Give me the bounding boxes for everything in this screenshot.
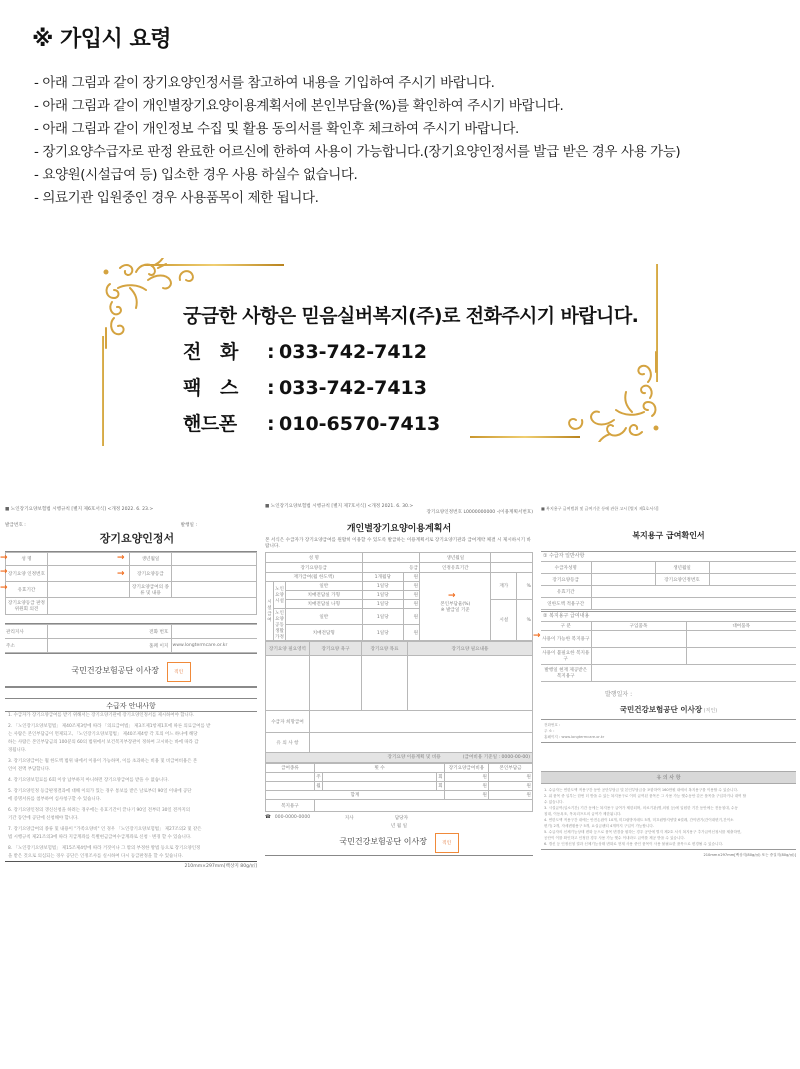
contact-value-fax: 033-742-7413	[279, 377, 427, 399]
caution-title: 유 의 사 항	[656, 775, 681, 781]
label-dementia-ga: 치매전담실 가형	[286, 591, 363, 600]
label-general: 일반	[286, 609, 363, 625]
caution-item: 3. 시설급여(입소기간) 기간 동에는 복지용구 급여가 제한되며, 의료기관(병,의원 등)에 입원한 기간 동안에는 전동침대, 수동	[544, 806, 738, 810]
col-type: 급여종류	[266, 764, 315, 773]
value-caution	[310, 733, 533, 753]
unit-won: 원	[489, 773, 533, 782]
homepage-link[interactable]: www.longtermcare.or.kr	[171, 639, 257, 653]
cell	[310, 656, 362, 711]
cert-table	[5, 552, 257, 615]
arrow-right-icon: →	[0, 553, 8, 563]
caution-item: 1. 수급자는 연한도액 적용구간 동안 공단부담금 및 본인부담금을 포함하여 160만원 내에서 복지용구를 이용할 수 있습니다.	[544, 788, 739, 792]
cell	[591, 631, 686, 648]
value-birth	[709, 562, 796, 574]
contact-box	[100, 250, 660, 445]
label-home-limit: 재가급여(월 한도액)	[266, 573, 363, 582]
page-title: ※ 가입시 요령	[32, 27, 171, 52]
label-cert-no: 장기요양 인정번호	[6, 566, 48, 582]
row-unnecessary: 사용이 불필요한 복지용구	[541, 648, 591, 665]
footer-address: 주 소 :	[544, 729, 555, 733]
value-birth	[172, 553, 257, 566]
col-count: 횟 수	[315, 764, 445, 773]
contact-label: 팩 스	[183, 377, 245, 399]
label-nursing-home: 노인요양시설	[274, 582, 286, 609]
notice-item: 4. 장기요양보험료를 6회 이상 납부하지 아니하면 장기요양급여를 받을 수 없습니다.	[8, 778, 169, 783]
notice-item: 경됩니다.	[8, 748, 27, 753]
plan-cost-table	[265, 763, 533, 812]
label-group-home: 노인요양공동생활가정	[275, 610, 284, 640]
cost-title-bar	[265, 753, 533, 763]
unit-per-day: 1일당	[362, 625, 403, 641]
value-committee	[48, 598, 257, 615]
guide-item: - 의료기관 입원중인 경우 사용품목이 제한 됩니다.	[34, 190, 319, 206]
unit-won: 원	[489, 782, 533, 791]
divider	[5, 861, 257, 862]
label-copay-home: 재가	[491, 573, 517, 600]
value-validity	[591, 586, 796, 598]
unit-per-day: 1일당	[362, 600, 403, 609]
paper-size-note: 210mm×297mm[백상지 80g/㎡]	[184, 864, 257, 869]
label-birth: 생년월일	[655, 562, 709, 574]
plan-phone: 000-0000-0000	[274, 815, 311, 820]
cert-contact-table	[5, 624, 257, 653]
notice-item: 5. 장기요양인정 등급판정결과에 대해 이의가 있는 경우 통보를 받은 날로부터 90일 이내에 공단	[8, 789, 192, 794]
guide-item: - 아래 그림과 같이 개인정보 수집 및 활용 동의서를 확인후 체크하여 주시기 바랍니다.	[34, 121, 519, 137]
caution-item: 4. 연한도액 적용구간 내에는 안전손잡이 10개, 미끄럼방지매트 5개, 미끄럼방지양말 6켤레, 간이변기(간이대변기,간이소	[544, 818, 734, 822]
caution-list	[541, 784, 796, 847]
label-annual-limit: 연한도액 적용구간	[541, 598, 591, 610]
seal-stamp: 직인	[167, 662, 191, 682]
label-validity: 인정유효기간	[420, 563, 491, 573]
value-branch	[47, 625, 147, 639]
plan-branch: 지사	[344, 816, 354, 821]
unit-won: 원	[445, 791, 489, 800]
cell	[266, 656, 310, 711]
col-need-area: 장기요양 필요영역	[266, 642, 310, 656]
unit-won: 원	[404, 573, 420, 582]
label-phone: 전화 번호	[147, 625, 171, 639]
value-cert-no	[709, 574, 796, 586]
label-birth: 생년월일	[130, 553, 172, 566]
notice-item: 하는 사람은 본인부담금의 100분의 60의 범위에서 보건복지부장관이 정하여 고시하는 바에 따라 감	[8, 740, 199, 745]
cell	[362, 656, 408, 711]
value-grade	[591, 574, 655, 586]
label-dementia-na: 치매전담실 나형	[286, 600, 363, 609]
label-name: 수급자성명	[541, 562, 591, 574]
plan-table	[265, 552, 533, 641]
unit-won: 원	[489, 791, 533, 800]
value-grade	[172, 566, 257, 582]
caution-item: 수 없습니다.	[544, 800, 564, 804]
col-rental: 대여품목	[686, 622, 796, 631]
section-general-info: ① 수급자 일반사항	[543, 553, 585, 559]
unit-won: 원	[404, 625, 420, 641]
cost-title: 장기요양 이용계획 및 비용	[387, 755, 441, 760]
caution-item: 5. 수급자의 신체기능상태 변화 등으로 품목 변경을 원하는 경우 공단에 별지 제2호 서식 복지용구 추가급여신청서를 제출하면,	[544, 830, 742, 834]
contact-separator: :	[267, 377, 275, 399]
notice-item: 8. 「노인장기요양보험법」 제15조제4항에 따라 거짓이나 그 밖의 부정한 방법 등으로 장기요양인정	[8, 846, 201, 851]
cell	[323, 782, 437, 791]
divider	[265, 855, 533, 856]
label-address: 주소	[5, 639, 47, 653]
label-caution: 유 의 사 항	[266, 733, 310, 753]
phone-icon: ☎	[265, 815, 271, 820]
form-welfare-confirmation	[533, 500, 796, 858]
col-purchase: 구입품목	[591, 622, 686, 631]
issuer-name: 국민건강보험공단 이사장	[339, 837, 427, 846]
unit-won: 원	[404, 591, 420, 600]
caution-title-bar	[541, 771, 796, 784]
cell	[323, 773, 437, 782]
form-title: 복지용구 급여확인서	[632, 531, 705, 540]
label-facility: 시설급여	[266, 582, 274, 641]
unit-won: 원	[404, 582, 420, 591]
label-copay	[420, 573, 491, 641]
notice-item: 에 증명서류를 첨부하여 심사청구할 수 있습니다.	[8, 797, 102, 802]
notice-item: 6. 장기요양인정의 갱신신청을 하려는 경우에는 유효기간이 끝나기 90일 전부터 30일 전까지의	[8, 808, 191, 813]
contact-row-mobile	[183, 406, 638, 442]
unit-per-day: 1일당	[362, 609, 403, 625]
contact-value-phone[interactable]: 033-742-7412	[279, 341, 427, 363]
guide-item: - 요양원(시설급여 등) 입소한 경우 사용 하실수 없습니다.	[34, 167, 358, 183]
divider	[5, 698, 257, 699]
label-desired: 수급자 희망급여	[266, 711, 310, 733]
label-general: 일반	[286, 582, 363, 591]
welfare-info-table	[541, 561, 796, 610]
arrow-right-icon: →	[0, 567, 8, 577]
value-validity	[491, 563, 533, 573]
notice-item: 는 사람은 본인부담금이 면제되고, 「노인장기요양보험법」 제40조제4항 각 호의 어느 하나에 해당	[8, 732, 198, 737]
label-validity: 유효기간	[541, 586, 591, 598]
notice-item: 3. 장기요양급여는 월 한도액 범위 내에서 이용이 가능하며, 이를 초과하는 비용 및 비급여비용은 본	[8, 759, 198, 764]
row-available: 사용이 가능한 복지용구	[541, 631, 591, 648]
cell	[408, 656, 533, 711]
guide-item: - 아래 그림과 같이 장기요양인정서를 참고하여 내용을 기입하여 주시기 바랍니다.	[34, 75, 495, 91]
unit-week: 주	[315, 773, 323, 782]
label-name: 성 명	[266, 553, 363, 563]
label-dementia-type: 치매전담형	[286, 625, 363, 641]
welfare-benefit-table	[541, 621, 796, 682]
section-benefit-content: ② 복지용구 급여내용	[543, 613, 590, 619]
cell	[591, 648, 686, 665]
contact-row-fax	[183, 370, 638, 406]
cell	[266, 782, 315, 791]
unit-won: 원	[445, 782, 489, 791]
plan-intro: 본 서식은 수급자가 장기요양급여를 원활히 이용할 수 있도록 발급하는 이용계획서로 장기요양기관과 급여계약 체결 시 제시하시기 바랍니다.	[265, 538, 531, 549]
plan-date: 년 월 일	[390, 824, 408, 829]
notice-item: 법 시행규칙 제21조의3에 따라 지급계좌를 특별현금급여수급계좌로 신청ㆍ변경 할 수 있습니다.	[8, 835, 192, 840]
seal-label: (직인)	[703, 708, 718, 714]
unit-won: 원	[445, 773, 489, 782]
issuer-name: 국민건강보험공단 이사장	[71, 666, 159, 675]
arrow-right-icon: →	[533, 631, 541, 641]
value-address	[47, 639, 147, 653]
cell	[266, 773, 315, 782]
cost-date: (급여비용 기준일 : 0000-00-00)	[462, 755, 530, 760]
notice-item: 7. 장기요양급여의 종류 및 내용이 "가족요양비" 인 경우 「노인장기요양보험법」 제27조의2 및 같은	[8, 827, 202, 832]
form-law-header: ■ 노인장기요양보험법 시행규칙 [별지 제7호서식] <개정 2021. 6. 30.>	[265, 504, 414, 509]
form-title: 개인별장기요양이용계획서	[346, 524, 452, 534]
issue-date-label: 발행일자 :	[605, 691, 633, 698]
seal-stamp: 직인	[435, 833, 459, 853]
form-law-header: ■ 복지용구 급여범위 및 급여기준 등에 관한 고시 [별지 제1호서식]	[541, 506, 659, 511]
label-grade: 장기요양등급	[541, 574, 591, 586]
contact-separator: :	[267, 341, 275, 363]
unit-times: 회	[437, 782, 445, 791]
value-birth	[491, 553, 533, 563]
form-care-plan	[265, 500, 533, 856]
arrow-right-icon: →	[117, 553, 125, 563]
label-name: 성 명	[6, 553, 48, 566]
caution-item: 6. 갱신 등 인정신청 결과 신체기능상태 변화로 현재 사용 중인 품목이 사용 불필요한 품목으로 변경될 수 있습니다.	[544, 842, 724, 846]
unit-won: 원	[404, 609, 420, 625]
label-total: 합계	[266, 791, 445, 800]
unit-per-month: 1개월당	[362, 573, 403, 582]
label-copay-facility: 시설	[491, 600, 517, 641]
arrow-right-icon: →	[448, 591, 456, 601]
contact-value-mobile[interactable]: 010-6570-7413	[279, 413, 441, 435]
copay-label: 본인부담율(%)	[440, 601, 471, 607]
guide-list	[34, 72, 680, 210]
guide-item: - 아래 그림과 같이 개인별장기요양이용계획서에 본인부담율(%)를 확인하여 주시기 바랍니다.	[34, 98, 564, 114]
col-content: 장기요양 필요내용	[408, 642, 533, 656]
col-category: 구 분	[541, 622, 591, 631]
notice-list	[5, 712, 257, 861]
plan-cert-number: 장기요양인정번호 L0000000000 -(이용계획서번호)	[426, 510, 533, 515]
label-validity: 유효기간	[6, 582, 48, 598]
contact-headline: 궁금한 사항은 믿음실버복지(주)로 전화주시기 바랍니다.	[183, 305, 639, 327]
issuer-name: 국민건강보험공단 이사장	[619, 705, 703, 714]
label-grade: 장기요양등급	[130, 566, 172, 582]
value-phone	[171, 625, 257, 639]
cell	[591, 665, 796, 682]
plan-needs-table	[265, 641, 533, 753]
value-grade: 등급	[362, 563, 420, 573]
label-benefit-type: 장기요양급여의 종류 및 내용	[130, 582, 172, 598]
footer-homepage[interactable]: 홈페이지 : www.longtermcare.or.kr	[544, 735, 605, 739]
notice-item: 기간 동안에 공단에 신청해야 합니다.	[8, 816, 79, 821]
form-law-header: ■ 노인장기요양보험법 시행규칙 [별지 제6호서식] <개정 2022. 6. 23.>	[5, 507, 154, 512]
notice-item: 을 받은 것으로 의심되는 경우 공단은 인정조사를 실시하여 다시 등급판정을 할 수 있습니다.	[8, 854, 184, 859]
label-branch: 관리지사	[5, 625, 47, 639]
label-grade: 장기요양등급	[266, 563, 363, 573]
caution-item: 공단이 이를 확인하고 인정한 경우 사용 가능 햇수 이내라도 급여를 제공 받을 수 있습니다.	[544, 836, 685, 840]
notice-item: 1. 수급자가 장기요양급여를 받기 위해서는 장기요양기관에 장기요양인정서를 제시하여야 합니다.	[8, 713, 195, 718]
col-cost: 장기요양급여비용	[445, 764, 489, 773]
label-committee: 장기요양등급 판정위원회 의견	[6, 598, 48, 615]
notice-item: 2. 「노인장기요양보험법」 제40조제3항에 따라 「의료급여법」 제3조제1항제1호에 따른 의료급여를 받	[8, 724, 211, 729]
contact-separator: :	[267, 413, 275, 435]
footer-phone: 전화번호 :	[544, 723, 561, 727]
issue-number-label: 발급번호 :	[5, 523, 26, 528]
label-welfare: 복지용구	[266, 800, 315, 812]
value-desired	[310, 711, 533, 733]
notice-item: 인이 전액 부담합니다.	[8, 767, 51, 772]
label-cert-no: 장기요양인정번호	[655, 574, 709, 586]
value-copay-facility: %	[517, 600, 533, 641]
value-copay-home: %	[517, 573, 533, 600]
copay-note: ※ 발급일 기준	[440, 607, 470, 613]
value-name	[362, 553, 420, 563]
caution-item: 침대, 이동욕조, 목욕리프트의 급여가 제한됩니다.	[544, 812, 622, 816]
value-name	[591, 562, 655, 574]
unit-won: 원	[404, 600, 420, 609]
plan-manager: 담당자	[394, 816, 409, 821]
issue-date-label: 발행일 :	[180, 523, 197, 528]
divider	[5, 686, 257, 688]
arrow-right-icon: →	[117, 569, 125, 579]
form-title: 장기요양인정서	[99, 532, 175, 545]
value-welfare	[315, 800, 533, 812]
notice-title: 수급자 안내사항	[106, 702, 156, 710]
cell	[686, 648, 796, 665]
divider	[541, 849, 796, 850]
unit-per-day: 1일당	[362, 582, 403, 591]
unit-month: 월	[315, 782, 323, 791]
contact-label: 핸드폰	[183, 413, 237, 435]
label-birth: 생년월일	[420, 553, 491, 563]
value-annual-limit	[591, 598, 796, 610]
contact-text	[183, 298, 638, 442]
contact-row-phone	[183, 334, 638, 370]
caution-item: 2. 위 품목 중 일부는 한번 더 받을 수 있는 복지용구로 이미 급여된 품목은 그 사용 가능 햇수동안 같은 품목을 구입하거나 대여 할	[544, 794, 747, 798]
cell	[686, 631, 796, 648]
col-need: 장기요양 욕구	[310, 642, 362, 656]
paper-size-note: 210mm×297mm[백상지(80g/㎡) 또는 중질지(80g/㎡)]	[703, 853, 796, 857]
unit-per-day: 1일당	[362, 591, 403, 600]
divider	[5, 653, 257, 654]
caution-item: 변기) 2개, 자세변환용구 5개, 요실금팬티 4개까지 구입이 가능합니다.	[544, 824, 654, 828]
arrow-right-icon: →	[0, 583, 8, 593]
row-provided: 발행일 현재 제공받은 복지용구	[541, 665, 591, 682]
value-validity	[48, 582, 130, 598]
col-copay: 본인부담금	[489, 764, 533, 773]
guide-item: - 장기요양수급자로 판정 완료한 어르신에 한하여 사용이 가능합니다.(장기요양인정서를 발급 받은 경우 사용 가능)	[34, 144, 681, 160]
value-benefit-type	[172, 582, 257, 598]
unit-times: 회	[437, 773, 445, 782]
col-goal: 장기요양 목표	[362, 642, 408, 656]
contact-label: 전 화	[183, 341, 245, 363]
label-homepage: 홈페 이지	[147, 639, 171, 653]
form-ltc-certificate	[0, 500, 257, 869]
